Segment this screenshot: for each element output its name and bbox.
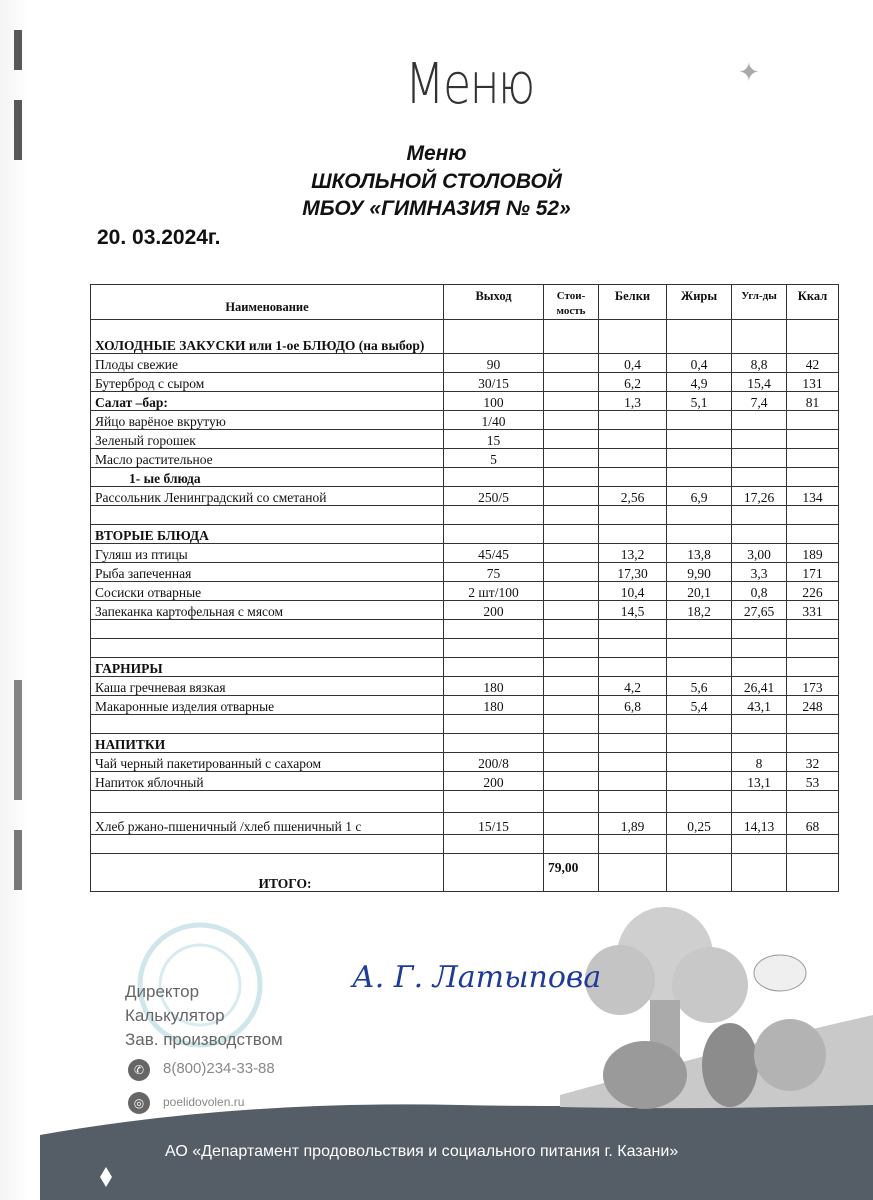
table-cell (667, 525, 732, 544)
table-cell: 14,5 (599, 601, 667, 620)
table-row (91, 791, 839, 813)
table-cell: 5 (444, 449, 544, 468)
table-cell: 90 (444, 354, 544, 373)
table-cell (787, 620, 839, 639)
table-cell (544, 563, 599, 582)
header-line2: ШКОЛЬНОЙ СТОЛОВОЙ (311, 170, 562, 193)
table-cell (544, 506, 599, 525)
table-cell: Напиток яблочный (91, 772, 444, 791)
table-cell (544, 430, 599, 449)
table-cell (787, 506, 839, 525)
table-cell: 15,4 (732, 373, 787, 392)
table-cell: 20,1 (667, 582, 732, 601)
table-cell: 8,8 (732, 354, 787, 373)
table-cell (667, 320, 732, 354)
table-cell: 43,1 (732, 696, 787, 715)
table-cell (91, 639, 444, 658)
header-line1: Меню (406, 142, 467, 165)
table-cell: 331 (787, 601, 839, 620)
table-cell (787, 854, 839, 892)
table-cell (444, 620, 544, 639)
table-cell (544, 582, 599, 601)
table-cell: 1- ые блюда (91, 468, 444, 487)
table-cell: ВТОРЫЕ БЛЮДА (91, 525, 444, 544)
table-cell: 32 (787, 753, 839, 772)
table-cell: 250/5 (444, 487, 544, 506)
table-cell: ХОЛОДНЫЕ ЗАКУСКИ или 1-ое БЛЮДО (на выбор) (91, 320, 444, 354)
table-cell (667, 854, 732, 892)
table-cell (544, 791, 599, 813)
menu-date: 20. 03.2024г. (97, 226, 221, 249)
table-cell: Рыба запеченная (91, 563, 444, 582)
table-cell (544, 658, 599, 677)
table-cell (444, 835, 544, 854)
table-row (91, 320, 839, 354)
table-cell: Зеленый горошек (91, 430, 444, 449)
table-cell (599, 835, 667, 854)
table-cell: 171 (787, 563, 839, 582)
table-cell (599, 468, 667, 487)
column-header: Белки (599, 285, 667, 320)
table-cell: 30/15 (444, 373, 544, 392)
table-cell (599, 753, 667, 772)
table-cell (544, 620, 599, 639)
website-link[interactable]: poelidovolen.ru (163, 1095, 245, 1109)
table-cell (667, 449, 732, 468)
table-cell: Яйцо варёное вкрутую (91, 411, 444, 430)
table-cell (599, 449, 667, 468)
table-cell (732, 506, 787, 525)
table-cell (732, 658, 787, 677)
table-row (91, 835, 839, 854)
table-cell: 226 (787, 582, 839, 601)
scan-artifact (14, 830, 22, 890)
table-cell: 4,2 (599, 677, 667, 696)
table-cell (667, 468, 732, 487)
signature: А. Г. Латыпова (352, 960, 602, 995)
scan-artifact (14, 30, 22, 70)
table-cell (599, 658, 667, 677)
cartoon-character (754, 1019, 826, 1091)
table-cell (599, 791, 667, 813)
table-cell (544, 544, 599, 563)
table-cell: 1,89 (599, 813, 667, 835)
table-cell: 15 (444, 430, 544, 449)
table-cell: 45/45 (444, 544, 544, 563)
table-cell: Масло растительное (91, 449, 444, 468)
table-cell (91, 620, 444, 639)
menu-body (91, 320, 839, 854)
table-cell: 6,2 (599, 373, 667, 392)
table-cell (444, 506, 544, 525)
table-cell (787, 468, 839, 487)
chef-hat (754, 955, 806, 991)
table-cell (787, 715, 839, 734)
table-cell: 9,90 (667, 563, 732, 582)
table-cell (732, 620, 787, 639)
table-row (91, 753, 839, 772)
table-cell (544, 392, 599, 411)
table-cell (787, 411, 839, 430)
table-cell: 5,1 (667, 392, 732, 411)
table-cell (787, 734, 839, 753)
table-cell (667, 411, 732, 430)
table-cell: Рассольник Ленинградский со сметаной (91, 487, 444, 506)
table-cell: Макаронные изделия отварные (91, 696, 444, 715)
table-cell (667, 791, 732, 813)
table-cell (544, 354, 599, 373)
table-cell (444, 791, 544, 813)
table-row (91, 487, 839, 506)
table-cell: Бутерброд с сыром (91, 373, 444, 392)
table-cell: 3,00 (732, 544, 787, 563)
calculator-label: Калькулятор (125, 1006, 225, 1025)
table-cell (599, 715, 667, 734)
table-cell: 4,9 (667, 373, 732, 392)
table-row (91, 639, 839, 658)
table-cell (444, 734, 544, 753)
table-cell: 26,41 (732, 677, 787, 696)
table-cell (544, 449, 599, 468)
table-cell (544, 734, 599, 753)
column-header: Ккал (787, 285, 839, 320)
table-cell (544, 772, 599, 791)
table-cell: 7,4 (732, 392, 787, 411)
table-row (91, 620, 839, 639)
table-cell (444, 854, 544, 892)
table-cell (732, 449, 787, 468)
table-cell: 42 (787, 354, 839, 373)
table-row (91, 544, 839, 563)
table-cell: 173 (787, 677, 839, 696)
table-row (91, 696, 839, 715)
table-cell (787, 320, 839, 354)
table-cell (599, 772, 667, 791)
table-row (91, 525, 839, 544)
table-cell: 53 (787, 772, 839, 791)
table-row (91, 430, 839, 449)
table-cell (444, 468, 544, 487)
table-cell (667, 658, 732, 677)
table-cell (732, 430, 787, 449)
table-cell (787, 449, 839, 468)
table-cell (444, 639, 544, 658)
table-row (91, 506, 839, 525)
table-cell (544, 835, 599, 854)
table-cell: Салат –бар: (91, 392, 444, 411)
table-cell (732, 639, 787, 658)
table-cell (667, 835, 732, 854)
table-cell: 200 (444, 601, 544, 620)
table-cell: 248 (787, 696, 839, 715)
table-cell: 5,6 (667, 677, 732, 696)
table-cell (544, 677, 599, 696)
table-cell: 81 (787, 392, 839, 411)
table-cell: 180 (444, 677, 544, 696)
director-label: Директор (125, 982, 200, 1001)
total-cost: 79,00 (544, 854, 599, 892)
table-cell (667, 772, 732, 791)
table-cell: 0,4 (667, 354, 732, 373)
table-cell: 68 (787, 813, 839, 835)
table-cell: 14,13 (732, 813, 787, 835)
table-cell (732, 791, 787, 813)
table-cell (599, 620, 667, 639)
broccoli-crown (672, 947, 748, 1023)
table-row (91, 734, 839, 753)
table-cell: 0,25 (667, 813, 732, 835)
table-cell (787, 835, 839, 854)
table-cell (444, 320, 544, 354)
table-cell (732, 835, 787, 854)
table-cell (732, 468, 787, 487)
table-cell (787, 639, 839, 658)
table-cell (599, 430, 667, 449)
table-row (91, 715, 839, 734)
cartoon-character (603, 1041, 687, 1109)
table-cell (667, 620, 732, 639)
table-cell (667, 639, 732, 658)
table-cell: 3,3 (732, 563, 787, 582)
table-cell (599, 639, 667, 658)
table-cell: 6,9 (667, 487, 732, 506)
table-cell: 2 шт/100 (444, 582, 544, 601)
table-cell (544, 813, 599, 835)
table-cell: 200/8 (444, 753, 544, 772)
table-cell (667, 753, 732, 772)
column-header: Стои-мость (544, 285, 599, 320)
table-cell: 131 (787, 373, 839, 392)
table-cell: НАПИТКИ (91, 734, 444, 753)
table-cell: 2,56 (599, 487, 667, 506)
table-cell: 5,4 (667, 696, 732, 715)
handwritten-title: Меню (405, 52, 534, 117)
table-row (91, 468, 839, 487)
table-cell (787, 658, 839, 677)
table-row (91, 563, 839, 582)
table-cell: Хлеб ржано-пшеничный /хлеб пшеничный 1 с (91, 813, 444, 835)
table-row (91, 411, 839, 430)
table-cell (599, 506, 667, 525)
header-line3: МБОУ «ГИМНАЗИЯ № 52» (302, 197, 571, 220)
table-cell (544, 696, 599, 715)
table-cell (544, 715, 599, 734)
table-row (91, 373, 839, 392)
table-row (91, 658, 839, 677)
table-cell: 27,65 (732, 601, 787, 620)
table-row (91, 449, 839, 468)
table-cell (667, 506, 732, 525)
table-cell (599, 734, 667, 753)
table-cell: 13,8 (667, 544, 732, 563)
table-cell (544, 320, 599, 354)
column-header: Наименование (91, 285, 444, 320)
menu-table (90, 284, 839, 892)
table-cell (667, 734, 732, 753)
table-cell (544, 411, 599, 430)
table-row (91, 582, 839, 601)
column-header: Жиры (667, 285, 732, 320)
table-row (91, 354, 839, 373)
table-cell (91, 715, 444, 734)
table-cell: ГАРНИРЫ (91, 658, 444, 677)
table-cell: 18,2 (667, 601, 732, 620)
table-cell (91, 835, 444, 854)
table-cell (444, 715, 544, 734)
table-cell (787, 791, 839, 813)
globe-icon: ◎ (128, 1092, 150, 1114)
table-cell (732, 411, 787, 430)
table-cell (599, 854, 667, 892)
table-cell (667, 715, 732, 734)
column-header: Угл-ды (732, 285, 787, 320)
table-cell: 15/15 (444, 813, 544, 835)
table-cell (444, 658, 544, 677)
table-cell (667, 430, 732, 449)
table-cell (599, 525, 667, 544)
table-cell (544, 487, 599, 506)
table-cell: Запеканка картофельная с мясом (91, 601, 444, 620)
table-cell (544, 525, 599, 544)
table-cell (91, 506, 444, 525)
table-row (91, 601, 839, 620)
table-cell (91, 791, 444, 813)
table-cell: Сосиски отварные (91, 582, 444, 601)
table-cell: 180 (444, 696, 544, 715)
table-cell: 100 (444, 392, 544, 411)
table-cell: 1,3 (599, 392, 667, 411)
table-cell: 0,4 (599, 354, 667, 373)
table-cell (544, 753, 599, 772)
table-cell: Чай черный пакетированный с сахаром (91, 753, 444, 772)
table-cell: 6,8 (599, 696, 667, 715)
table-cell (544, 639, 599, 658)
table-row (91, 772, 839, 791)
table-cell: 75 (444, 563, 544, 582)
table-cell: 13,2 (599, 544, 667, 563)
table-cell (444, 525, 544, 544)
scan-artifact (14, 680, 22, 800)
table-cell: Каша гречневая вязкая (91, 677, 444, 696)
table-cell (544, 373, 599, 392)
table-cell (732, 525, 787, 544)
table-row (91, 392, 839, 411)
cartoon-character (702, 1023, 758, 1107)
table-cell (732, 854, 787, 892)
table-cell (787, 430, 839, 449)
total-label: ИТОГО: (91, 854, 444, 892)
table-cell: 17,26 (732, 487, 787, 506)
phone-icon: ✆ (128, 1059, 150, 1081)
table-cell (732, 320, 787, 354)
table-cell (787, 525, 839, 544)
production-label: Зав. производством (125, 1030, 283, 1049)
table-cell: Плоды свежие (91, 354, 444, 373)
table-cell (732, 715, 787, 734)
table-row (91, 677, 839, 696)
table-cell: 0,8 (732, 582, 787, 601)
table-cell: 13,1 (732, 772, 787, 791)
table-cell (544, 468, 599, 487)
table-cell: 10,4 (599, 582, 667, 601)
table-cell: 17,30 (599, 563, 667, 582)
column-header: Выход (444, 285, 544, 320)
table-cell (599, 411, 667, 430)
table-cell (732, 734, 787, 753)
phone-number: 8(800)234-33-88 (163, 1060, 275, 1077)
table-row (91, 813, 839, 835)
table-cell (599, 320, 667, 354)
footer-organization: АО «Департамент продовольствия и социального питания г. Казани» (165, 1143, 679, 1160)
table-cell: 1/40 (444, 411, 544, 430)
table-cell: 8 (732, 753, 787, 772)
table-cell: 189 (787, 544, 839, 563)
table-cell: 200 (444, 772, 544, 791)
table-cell: Гуляш из птицы (91, 544, 444, 563)
sparkle-icon: ✦ (738, 58, 760, 88)
table-cell (544, 601, 599, 620)
table-cell: 134 (787, 487, 839, 506)
